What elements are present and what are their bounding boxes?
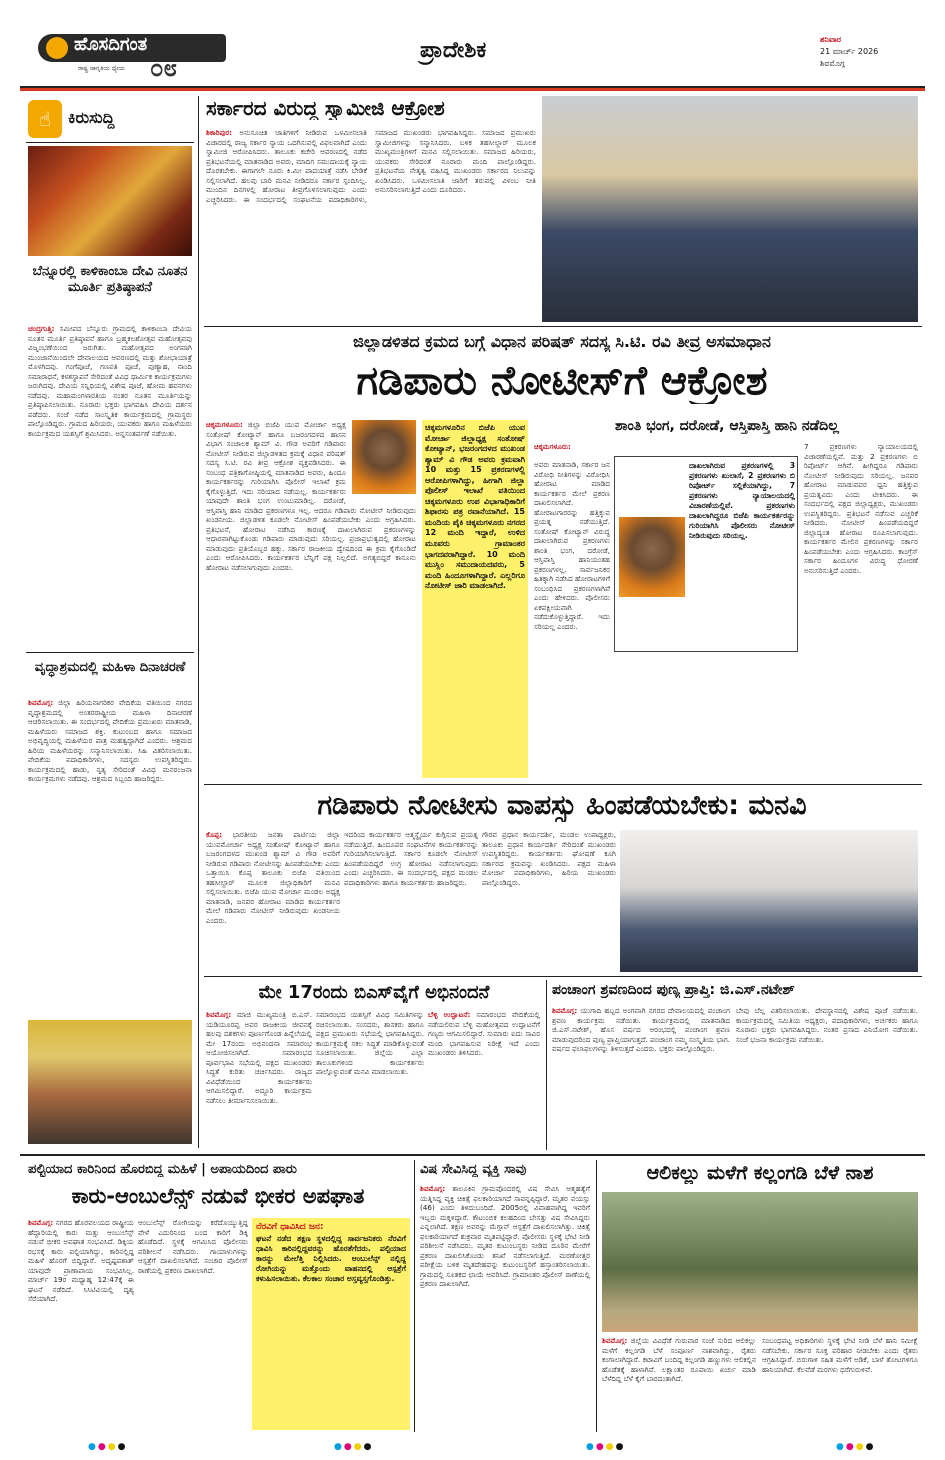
article-body	[206, 1010, 312, 1150]
article-text: ಅನುಸೂಚಿತ ಜಾತಿಗಳಿಗೆ ನೀಡಿರುವ ಒಳಮೀಸಲಾತಿ ವಿಚಾರದಲ್ಲಿ ರಾಜ್ಯ ಸರ್ಕಾರ ನ್ಯಾಯ ಒದಗಿಸುವಲ್ಲಿ ವಿಫಲವಾಗಿದೆ ಎಂದು ಸ್ವಾಮೀಜಿ ಆರೋಪಿಸಿದರು. ತಾಲೂಕು ಕಚೇರಿ ಆವರಣದಲ್ಲಿ ನಡೆದ ಪ್ರತಿಭಟನೆಯಲ್ಲಿ ಮಾತನಾಡಿದ ಅವರು, ಮಾದಿಗ ಸಮುದಾಯಕ್ಕೆ ನ್ಯಾಯ ದೊರಕಬೇಕು. ಈಗಾಗಲೇ ನೂರು ಕಿ.ಮೀ ಪಾದಯಾತ್ರೆ ನಡೆಸಿ ಬೇಡಿಕೆ ಸಲ್ಲಿಸಲಾಗಿದೆ. ಹಲವು ಬಾರಿ ಮನವಿ ನೀಡಿದರೂ ಸರ್ಕಾರ ಸ್ಪಂದಿಸಿಲ್ಲ. ಮುಂದಿನ ದಿನಗಳಲ್ಲಿ ಹೋರಾಟ ತೀವ್ರಗೊಳಿಸಲಾಗುವುದು ಎಂದು ಎಚ್ಚರಿಸಿದರು. ಈ ಸಂದರ್ಭದಲ್ಲಿ ಸಂಘಟನೆಯ ಪದಾಧಿಕಾರಿಗಳು, ಸಮಾಜದ ಮುಖಂಡರು ಭಾಗವಹಿಸಿದ್ದರು. ಸಮಾಜದ ಪ್ರಮುಖರು ಸ್ವಾಮೀಜಿಗಳನ್ನು ಸನ್ಮಾನಿಸಿದರು. ಬಳಿಕ ತಹಸೀಲ್ದಾರ್ ಮೂಲಕ ಮುಖ್ಯಮಂತ್ರಿಗಳಿಗೆ ಮನವಿ ಸಲ್ಲಿಸಲಾಯಿತು. ಸಮಾಜದ ಹಿರಿಯರು, ಯುವಕರು ಸೇರಿದಂತೆ ನೂರಾರು ಮಂದಿ ಪಾಲ್ಗೊಂಡಿದ್ದರು. ಪ್ರತಿಭಟನೆಯ ನೇತೃತ್ವ ವಹಿಸಿದ್ದ ಮುಖಂಡರು ಸರ್ಕಾರದ ನಿಲುವನ್ನು ಖಂಡಿಸಿದರು. ಒಳಮೀಸಲಾತಿ ಜಾರಿಗೆ ತರುವಲ್ಲಿ ವಿಳಂಬ ನೀತಿ ಅನುಸರಿಸಲಾಗುತ್ತಿದೆ ಎಂದು ದೂರಿದರು.	[206, 128, 536, 204]
article-body	[420, 1184, 590, 1430]
dateline: ಚಿಕ್ಕಮಗಳೂರು:	[534, 442, 571, 451]
article-text: ಜಿಲ್ಲಾ ಹಿರಿಯನಾಗರಿಕರ ವೇದಿಕೆಯ ವತಿಯಿಂದ ನಗರದ ವೃದ್ಧಾಶ್ರಮದಲ್ಲಿ ಅಂತರರಾಷ್ಟ್ರೀಯ ಮಹಿಳಾ ದಿನಾಚರಣೆ ಆಚರಿಸಲಾಯಿತು. ಈ ಸಂದರ್ಭದಲ್ಲಿ ವೇದಿಕೆಯ ಪ್ರಮುಖರು ಮಾತನಾಡಿ, ಮಹಿಳೆಯರು ಸಮಾಜದ ಶಕ್ತಿ. ಕುಟುಂಬದ ಹಾಗೂ ಸಮಾಜದ ಅಭಿವೃದ್ಧಿಯಲ್ಲಿ ಮಹಿಳೆಯರ ಪಾತ್ರ ಮಹತ್ವದ್ದಾಗಿದೆ ಎಂದರು. ಆಶ್ರಮದ ಹಿರಿಯ ಮಹಿಳೆಯರನ್ನು ಸನ್ಮಾನಿಸಲಾಯಿತು. ಸಿಹಿ ವಿತರಿಸಲಾಯಿತು. ವೇದಿಕೆಯ ಪದಾಧಿಕಾರಿಗಳು, ಸದಸ್ಯರು ಉಪಸ್ಥಿತರಿದ್ದರು. ಕಾರ್ಯಕ್ರಮದಲ್ಲಿ ಹಾಡು, ನೃತ್ಯ ಸೇರಿದಂತೆ ವಿವಿಧ ಮನರಂಜನಾ ಕಾರ್ಯಕ್ರಮಗಳು ನಡೆದವು. ಆಶ್ರಮದ ಸಿಬ್ಬಂದಿ ಹಾಜರಿದ್ದರು.	[28, 698, 192, 783]
article-text: ನಗರದ ಹೊರವಲಯದ ರಾಷ್ಟ್ರೀಯ ಹೆದ್ದಾರಿಯಲ್ಲಿ ಕಾರು ಮತ್ತು ಆಂಬುಲೆನ್ಸ್ ನಡುವೆ ಭೀಕರ ಅಪಘಾತ ಸಂಭವಿಸಿದೆ. ಡಿಕ್ಕಿಯ ರಭಸಕ್ಕೆ ಕಾರು ಪಲ್ಟಿಯಾಗಿದ್ದು, ಕಾರಿನಲ್ಲಿದ್ದ ಮಹಿಳೆ ಹೊರಗೆ ಬಿದ್ದಿದ್ದಾರೆ. ಅದೃಷ್ಟವಶಾತ್ ಯಾವುದೇ ಪ್ರಾಣಾಪಾಯ ಸಂಭವಿಸಿಲ್ಲ. ಮಾರ್ಚ್ 19ರ ಮಧ್ಯಾಹ್ನ 12:47ಕ್ಕೆ ಈ ಘಟನೆ ನಡೆದಿದೆ. ಸಿಸಿಟಿವಿಯಲ್ಲಿ ದೃಶ್ಯ ಸೆರೆಯಾಗಿದೆ.	[28, 1218, 134, 1303]
masthead-date	[820, 34, 930, 70]
date-city: ಶಿವಮೊಗ್ಗ	[820, 59, 845, 68]
dateline: ಕೊಪ್ಪ:	[206, 830, 223, 839]
dateline: ಚಂದ್ರಗುತ್ತಿ:	[28, 324, 55, 333]
headline: ಗಡಿಪಾರು ನೋಟೀಸ್‌ಗೆ ಆಕ್ರೋಶ	[356, 358, 768, 404]
event-stage-photo	[28, 1020, 192, 1144]
masthead-accent-bar	[20, 88, 925, 91]
highlight-text: ಚಿಕ್ಕಮಗಳೂರಿನ ಬಿಜೆಪಿ ಯುವ ಮೋರ್ಚಾ ಜಿಲ್ಲಾಧ್ಯಕ್ಷ ಸಂತೋಷ್ ಕೋಟ್ಯಾನ್, ಭಜರಂಗದಳದ ಮುಖಂಡ ಶ್ಯಾಮ್ ವಿ ಗೌಡ ಅವರು ಕ್ರಮವಾಗಿ 10 ಮತ್ತು 15 ಪ್ರಕರಣಗಳಲ್ಲಿ ಆರೋಪಿಗಳಾಗಿದ್ದು, ಹೀಗಾಗಿ ಜಿಲ್ಲಾ ಪೊಲೀಸ್ ಇಲಾಖೆ ವತಿಯಿಂದ ಚಿಕ್ಕಮಗಳೂರು ಉಪ ವಿಭಾಗಾಧಿಕಾರಿಗೆ ಶಿಫಾರಸು ಪತ್ರ ರವಾನೆಯಾಗಿದೆ. 15 ಮಂದಿಯ ಪೈಕಿ ಚಿಕ್ಕಮಗಳೂರು ನಗರದ 12 ಮಂದಿ ಇದ್ದಾರೆ, ಉಳಿದ ಮೂವರು ಗ್ರಾಮಾಂತರ ಭಾಗದವರಾಗಿದ್ದಾರೆ. 10 ಮಂದಿ ಮುಸ್ಲಿಂ ಸಮುದಾಯದವರು, 5 ಮಂದಿ ಹಿಂದೂಗಳಾಗಿದ್ದಾರೆ. ಎಲ್ಲರಿಗೂ ನೋಟೀಸ್ ಜಾರಿ ಮಾಡಲಾಗಿದೆ.	[425, 423, 525, 591]
registration-dots: ●●●●	[836, 1442, 876, 1452]
article-body: ಇದರಿಂದ ಕಾರ್ಯಕರ್ತರ ಆತ್ಮಸ್ಥೈರ್ಯ ಕುಗ್ಗಿಸುವ ಪ್ರಯತ್ನ ನಡೆಯುತ್ತಿದೆ. ಹಿಂದೂಪರ ಸಂಘಟನೆಗಳ ಕಾರ್ಯಕರ್ತರನ್ನು ಗುರಿಯಾಗಿಸಲಾಗುತ್ತಿದೆ. ಸರ್ಕಾರ ಕೂಡಲೇ ನೋಟೀಸ್ ಹಿಂಪಡೆಯದಿದ್ದರೆ ಉಗ್ರ ಹೋರಾಟ ನಡೆಸಲಾಗುವುದು ಎಂದು ಎಚ್ಚರಿಸಿದರು. ಈ ಸಂದರ್ಭದಲ್ಲಿ ಪಕ್ಷದ ಮಂಡಲ ಪದಾಧಿಕಾರಿಗಳು ಹಾಗೂ ಕಾರ್ಯಕರ್ತರು ಹಾಜರಿದ್ದರು.	[344, 830, 478, 887]
pointing-hand-icon: ☝	[28, 100, 62, 138]
article-body: ಸಮಾರಂಭದ ಯಶಸ್ಸಿಗೆ ವಿವಿಧ ಸಮಿತಿಗಳನ್ನು ರಚಿಸಲಾಯಿತು. ಸಂಸದರು, ಶಾಸಕರು ಹಾಗೂ ಪಕ್ಷದ ಪ್ರಮುಖರು ಸಭೆಯಲ್ಲಿ ಭಾಗವಹಿಸಿದ್ದರು. ಕಾರ್ಯಕ್ರಮಕ್ಕೆ ಸಕಲ ಸಿದ್ಧತೆ ಮಾಡಿಕೊಳ್ಳುವಂತೆ ಸೂಚಿಸಲಾಯಿತು. ಜಿಲ್ಲೆಯ ಎಲ್ಲಾ ತಾಲೂಕುಗಳಿಂದ ಕಾರ್ಯಕರ್ತರು ಪಾಲ್ಗೊಳ್ಳುವಂತೆ ಮನವಿ ಮಾಡಲಾಯಿತು.	[316, 1010, 424, 1076]
sub-dateline: ಬೆಳ್ಳಿ ಉದ್ಘಾಟನೆ:	[428, 1010, 471, 1019]
damaged-crop-photo	[602, 1192, 918, 1332]
headline: ಸರ್ಕಾರದ ವಿರುದ್ಧ ಸ್ವಾಮೀಜಿ ಆಕ್ರೋಶ	[206, 96, 445, 120]
memorandum-photo	[620, 830, 918, 972]
subhead: ಶಾಂತಿ ಭಂಗ, ದರೋಡೆ, ಆಸ್ತಿಪಾಸ್ತಿ ಹಾನಿ ನಡೆದಿಲ್ಲ	[615, 418, 839, 434]
quote-box	[614, 456, 798, 652]
article-text: ಜಿಲ್ಲಾ ಬಿಜೆಪಿ ಯುವ ಮೋರ್ಚಾ ಅಧ್ಯಕ್ಷ ಸಂತೋಷ್ ಕೋಟ್ಯಾನ್ ಹಾಗೂ ಬಜರಂಗದಳದ ಹಾಸನ ವಿಭಾಗ ಸಂಚಾಲಕ ಶ್ಯಾಮ್ ವಿ. ಗೌಡ ಅವರಿಗೆ ಗಡಿಪಾರು ನೋಟೀಸ್ ನೀಡಿರುವ ಜಿಲ್ಲಾಡಳಿತದ ಕ್ರಮಕ್ಕೆ ವಿಧಾನ ಪರಿಷತ್ ಸದಸ್ಯ ಸಿ.ಟಿ. ರವಿ ತೀವ್ರ ಆಕ್ರೋಶ ವ್ಯಕ್ತಪಡಿಸಿದರು. ಈ ಸಂಬಂಧ ಪತ್ರಿಕಾಗೋಷ್ಠಿಯಲ್ಲಿ ಮಾತನಾಡಿದ ಅವರು, ಹಿಂದೂ ಕಾರ್ಯಕರ್ತರನ್ನು ಗುರಿಯಾಗಿಸಿ ಪೊಲೀಸ್ ಇಲಾಖೆ ಕ್ರಮ ಕೈಗೊಳ್ಳುತ್ತಿದೆ. ಇದು ಸರಿಯಾದ ನಡೆಯಲ್ಲ. ಕಾರ್ಯಕರ್ತರು ಯಾವುದೇ ಶಾಂತಿ ಭಂಗ ಉಂಟುಮಾಡಿಲ್ಲ. ದರೋಡೆ, ಆಸ್ತಿಪಾಸ್ತಿ ಹಾನಿ ಮಾಡಿದ ಪ್ರಕರಣಗಳೂ ಇಲ್ಲ. ಆದರೂ ಗಡಿಪಾರು ನೋಟೀಸ್ ನೀಡಿರುವುದು ಖಂಡನೀಯ. ಜಿಲ್ಲಾಡಳಿತ ಕೂಡಲೇ ನೋಟೀಸ್ ಹಿಂಪಡೆಯಬೇಕು ಎಂದು ಆಗ್ರಹಿಸಿದರು. ಪ್ರತಿಭಟನೆ, ಹೋರಾಟ ನಡೆಸಿದ ಕಾರಣಕ್ಕೆ ದಾಖಲಾಗಿರುವ ಪ್ರಕರಣಗಳನ್ನು ಆಧಾರವಾಗಿಟ್ಟುಕೊಂಡು ಗಡಿಪಾರು ಮಾಡುವುದು ಸರಿಯಲ್ಲ. ಪ್ರಜಾಪ್ರಭುತ್ವದಲ್ಲಿ ಹೋರಾಟ ಮಾಡುವುದು ಪ್ರತಿಯೊಬ್ಬರ ಹಕ್ಕು. ಸರ್ಕಾರ ರಾಜಕೀಯ ದ್ವೇಷದಿಂದ ಈ ಕ್ರಮ ಕೈಗೊಂಡಿದೆ ಎಂದು ಆರೋಪಿಸಿದರು. ಕಾರ್ಯಕರ್ತರ ಬೆನ್ನಿಗೆ ಪಕ್ಷ ನಿಲ್ಲಲಿದೆ. ಅಗತ್ಯಬಿದ್ದರೆ ಕಾನೂನು ಹೋರಾಟ ನಡೆಸಲಾಗುವುದು ಎಂದರು.	[206, 420, 416, 572]
column-divider	[596, 1160, 597, 1432]
article-body: 7 ಪ್ರಕರಣಗಳು ನ್ಯಾಯಾಲಯದಲ್ಲಿ ವಿಚಾರಣೆಯಲ್ಲಿವೆ. ಮತ್ತು 2 ಪ್ರಕರಣಗಳು ಬಿ ರಿಪೋರ್ಟ್ ಆಗಿವೆ. ಹೀಗಿದ್ದರೂ ಗಡಿಪಾರು ನೋಟೀಸ್ ನೀಡಿರುವುದು ಸರಿಯಲ್ಲ. ಜನಪರ ಹೋರಾಟ ಮಾಡುವವರ ಧ್ವನಿ ಹತ್ತಿಕ್ಕುವ ಪ್ರಯತ್ನವಿದು ಎಂದು ಟೀಕಿಸಿದರು. ಈ ಸಂದರ್ಭದಲ್ಲಿ ಪಕ್ಷದ ಜಿಲ್ಲಾಧ್ಯಕ್ಷರು, ಮುಖಂಡರು ಉಪಸ್ಥಿತರಿದ್ದರು. ಪ್ರತಿಭಟನೆ ನಡೆಸುವ ಎಚ್ಚರಿಕೆ ನೀಡಿದರು. ನೋಟೀಸ್ ಹಿಂಪಡೆಯದಿದ್ದರೆ ಜಿಲ್ಲಾದ್ಯಂತ ಹೋರಾಟ ರೂಪಿಸಲಾಗುವುದು. ಕಾರ್ಯಕರ್ತರ ಮೇಲಿನ ಪ್ರಕರಣಗಳನ್ನು ಸರ್ಕಾರ ಹಿಂಪಡೆಯಬೇಕು ಎಂದು ಆಗ್ರಹಿಸಿದರು. ಕಾಂಗ್ರೆಸ್ ಸರ್ಕಾರ ಹಿಂದೂಗಳ ವಿರುದ್ಧ ಧೋರಣೆ ಅನುಸರಿಸುತ್ತಿದೆ ಎಂದರು.	[804, 442, 918, 575]
article-body	[428, 1010, 540, 1150]
sun-icon	[46, 37, 68, 59]
divider	[26, 652, 194, 653]
masthead-logo	[38, 30, 230, 84]
santosh-kotyan-portrait	[619, 517, 685, 597]
headline: ವಿಷ ಸೇವಿಸಿದ್ದ ವ್ಯಕ್ತಿ ಸಾವು	[420, 1162, 527, 1177]
headline: ವೃದ್ಧಾಶ್ರಮದಲ್ಲಿ ಮಹಿಳಾ ದಿನಾಚರಣೆ	[34, 660, 186, 675]
dateline: ಶಿವಮೊಗ್ಗ:	[206, 1010, 232, 1019]
article-body: ಬೇವು ಬೆಲ್ಲ ವಿತರಿಸಲಾಯಿತು. ದೇವಸ್ಥಾನದಲ್ಲಿ ವಿಶೇಷ ಪೂಜೆ ನಡೆಯಿತು. ಕಾರ್ಯಕ್ರಮದಲ್ಲಿ ಸಮಿತಿಯ ಅಧ್ಯಕ್ಷರು, ಪದಾಧಿಕಾರಿಗಳು, ಅರ್ಚಕರು ಹಾಗೂ ನೂರಾರು ಭಕ್ತರು ಭಾಗವಹಿಸಿದ್ದರು. ನಂತರ ಪ್ರಸಾದ ವಿನಿಯೋಗ ನಡೆಯಿತು. ಸಂಜೆ ಭಜನಾ ಕಾರ್ಯಕ್ರಮ ನಡೆಯಿತು.	[736, 1006, 918, 1044]
dateline: ಶಿಕಾರಿಪುರ:	[206, 128, 233, 137]
article-text: ಸಮೀಪದ ಬೆನ್ನೂರು ಗ್ರಾಮದಲ್ಲಿ ಕಾಳಿಕಾಂಬಾ ದೇವಿಯ ನೂತನ ಮೂರ್ತಿ ಪ್ರತಿಷ್ಠಾಪನೆ ಹಾಗೂ ಬ್ರಹ್ಮಕಲಶೋತ್ಸವ ಮಹೋತ್ಸವವು ವಿಜೃಂಭಣೆಯಿಂದ ಜರುಗಿತು. ಮಹೋತ್ಸವದ ಅಂಗವಾಗಿ ಮುಂಜಾನೆಯಿಂದಲೇ ದೇವಾಲಯದ ಆವರಣದಲ್ಲಿ ಮತ್ತು ಶೋಭಾಯಾತ್ರೆ ಮೊಳಗಿದವು. ಗಂಗೆಪೂಜೆ, ಗಣಪತಿ ಪೂಜೆ, ಪುಣ್ಯಾಹ, ನಾಂದಿ ಸಮಾರಾಧನೆ, ಕಳಶಸ್ಥಾಪನೆ ಸೇರಿದಂತೆ ವಿವಿಧ ಧಾರ್ಮಿಕ ಕಾರ್ಯಕ್ರಮಗಳು ಜರುಗಿದವು. ದೇವಿಯ ಸನ್ನಿಧಿಯಲ್ಲಿ ವಿಶೇಷ ಪೂಜೆ, ಹೋಮ ಹವನಗಳು ನಡೆದವು. ಮಹಾಮಂಗಳಾರತಿಯ ನಂತರ ನೂತನ ಮೂರ್ತಿಯನ್ನು ಪ್ರತಿಷ್ಠಾಪಿಸಲಾಯಿತು. ನೂರಾರು ಭಕ್ತರು ಭಾಗವಹಿಸಿ ದೇವಿಯ ದರ್ಶನ ಪಡೆದರು. ಸಂಜೆ ನಡೆದ ಸಾಂಸ್ಕೃತಿಕ ಕಾರ್ಯಕ್ರಮದಲ್ಲಿ ಗ್ರಾಮಸ್ಥರು ಪಾಲ್ಗೊಂಡಿದ್ದರು. ಗ್ರಾಮದ ಹಿರಿಯರು, ಯುವಕರು ಹಾಗೂ ಮಹಿಳೆಯರು ಕಾರ್ಯಕ್ರಮದ ಯಶಸ್ಸಿಗೆ ಶ್ರಮಿಸಿದರು. ಅನ್ನಸಂತರ್ಪಣೆ ನಡೆಯಿತು.	[28, 324, 192, 438]
article-body	[552, 1006, 730, 1150]
box-title: ನೆರವಿಗೆ ಧಾವಿಸಿದ ಜನ:	[256, 1222, 324, 1232]
article-body	[28, 698, 192, 1016]
headline: ಪಂಚಾಂಗ ಶ್ರವಣದಿಂದ ಪುಣ್ಯ ಪ್ರಾಪ್ತಿ: ಜಿ.ಎಸ್.ನಟೇಶ್	[552, 982, 795, 998]
article-body: ಸಂಬಂಧಪಟ್ಟ ಅಧಿಕಾರಿಗಳು ಸ್ಥಳಕ್ಕೆ ಭೇಟಿ ನೀಡಿ ಬೆಳೆ ಹಾನಿ ಸಮೀಕ್ಷೆ ನಡೆಸಬೇಕು. ಸರ್ಕಾರ ಸೂಕ್ತ ಪರಿಹಾರ ನೀಡಬೇಕು ಎಂದು ರೈತರು ಆಗ್ರಹಿಸಿದ್ದಾರೆ. ಬಿರುಗಾಳಿ ಸಹಿತ ಮಳೆಗೆ ಅಡಿಕೆ, ಬಾಳೆ ತೋಟಗಳಿಗೂ ಹಾನಿಯಾಗಿದೆ. ಕೆಲವೆಡೆ ಮರಗಳು ಧರೆಗುರುಳಿವೆ.	[762, 1336, 918, 1374]
article-text: ಭಾರತೀಯ ಜನತಾ ಪಾರ್ಟಿಯ ಜಿಲ್ಲಾ ಯುವಮೋರ್ಚಾ ಅಧ್ಯಕ್ಷ ಸಂತೋಷ್ ಕೋಟ್ಯಾನ್ ಹಾಗೂ ಬಜರಂಗದಳದ ಮುಖಂಡ ಶ್ಯಾಮ್ ವಿ ಗೌಡ ಅವರಿಗೆ ನೀಡಿರುವ ಗಡಿಪಾರು ನೋಟೀಸನ್ನು ಹಿಂಪಡೆಯಬೇಕು ಎಂದು ಒತ್ತಾಯಿಸಿ ಕೊಪ್ಪ ತಾಲೂಕು ಬಿಜೆಪಿ ವತಿಯಿಂದ ತಹಸೀಲ್ದಾರ್ ಮೂಲಕ ಜಿಲ್ಲಾಧಿಕಾರಿಗೆ ಮನವಿ ಸಲ್ಲಿಸಲಾಯಿತು. ಬಿಜೆಪಿ ಯುವ ಮೋರ್ಚಾ ಮಂಡಲ ಅಧ್ಯಕ್ಷ ಮಾತನಾಡಿ, ಜನಪರ ಹೋರಾಟ ಮಾಡಿದ ಕಾರ್ಯಕರ್ತರ ಮೇಲೆ ಗಡಿಪಾರು ನೋಟೀಸ್ ನೀಡಿರುವುದು ಖಂಡನೀಯ ಎಂದರು.	[206, 830, 340, 925]
article-body: ಆಂಬುಲೆನ್ಸ್ ರೋಗಿಯನ್ನು ಕರೆದೊಯ್ಯುತ್ತಿದ್ದ ವೇಳೆ ಎದುರಿನಿಂದ ಬಂದ ಕಾರಿಗೆ ಡಿಕ್ಕಿ ಹೊಡೆದಿದೆ. ಸ್ಥಳಕ್ಕೆ ಆಗಮಿಸಿದ ಪೊಲೀಸರು ಪರಿಶೀಲನೆ ನಡೆಸಿದರು. ಗಾಯಾಳುಗಳನ್ನು ಆಸ್ಪತ್ರೆಗೆ ದಾಖಲಿಸಲಾಗಿದೆ. ಸಂಚಾರ ಪೊಲೀಸ್ ಠಾಣೆಯಲ್ಲಿ ಪ್ರಕರಣ ದಾಖಲಾಗಿದೆ.	[138, 1218, 248, 1275]
protest-group-photo	[542, 96, 918, 322]
dateline: ಶಿವಮೊಗ್ಗ:	[420, 1184, 446, 1193]
dateline: ಶಿವಮೊಗ್ಗ:	[552, 1006, 578, 1015]
article-text: ಜಿಲ್ಲೆಯ ವಿವಿಧೆಡೆ ಗುರುವಾರ ಸಂಜೆ ಸುರಿದ ಆಲಿಕಲ್ಲು ಮಳೆಗೆ ಕಲ್ಲಂಗಡಿ ಬೆಳೆ ಸಂಪೂರ್ಣ ನಾಶವಾಗಿದ್ದು, ರೈತರು ಕಂಗಾಲಾಗಿದ್ದಾರೆ. ಕಟಾವಿಗೆ ಬಂದಿದ್ದ ಕಲ್ಲಂಗಡಿ ಹಣ್ಣುಗಳು ಆಲಿಕಲ್ಲಿನ ಹೊಡೆತಕ್ಕೆ ಹಾಳಾಗಿವೆ. ಲಕ್ಷಾಂತರ ರೂಪಾಯಿ ಖರ್ಚು ಮಾಡಿ ಬೆಳೆದಿದ್ದ ಬೆಳೆ ಕೈಗೆ ಬಾರದಂತಾಗಿದೆ.	[602, 1336, 756, 1383]
registration-dots: ●●●●	[334, 1442, 374, 1452]
headline: ಆಲಿಕಲ್ಲು ಮಳೆಗೆ ಕಲ್ಲಂಗಡಿ ಬೆಳೆ ನಾಶ	[646, 1162, 874, 1184]
sidebar-heading	[28, 100, 192, 140]
dateline: ಚಿಕ್ಕಮಗಳೂರು:	[206, 420, 243, 429]
headline: ಮೇ 17ರಂದು ಬಿಎಸ್‌ವೈಗೆ ಅಭಿನಂದನೆ	[258, 982, 490, 1003]
logo-tagline: ರಾಷ್ಟ್ರ ಜಾಗೃತಿಯ ಧ್ಯೇಯ	[78, 65, 125, 72]
article-body	[206, 830, 340, 972]
highlight-box	[252, 1218, 410, 1430]
article-body: ಗೌರವ ಪ್ರಧಾನ ಕಾರ್ಯದರ್ಶಿ, ಮಂಡಲ ಉಪಾಧ್ಯಕ್ಷರು, ತಾಲೂಕು ಪ್ರಧಾನ ಕಾರ್ಯದರ್ಶಿ ಸೇರಿದಂತೆ ಮುಖಂಡರು ಉಪಸ್ಥಿತರಿದ್ದರು. ಕಾರ್ಯಕರ್ತರು ಘೋಷಣೆ ಕೂಗಿ ಸರ್ಕಾರದ ಕ್ರಮವನ್ನು ಖಂಡಿಸಿದರು. ಪಕ್ಷದ ಮಹಿಳಾ ಮೋರ್ಚಾ ಪದಾಧಿಕಾರಿಗಳು, ಹಿರಿಯ ಮುಖಂಡರು ಪಾಲ್ಗೊಂಡಿದ್ದರು.	[482, 830, 616, 887]
divider	[20, 1154, 925, 1156]
deity-idol-photo	[28, 146, 192, 256]
kicker: ಜಿಲ್ಲಾಡಳಿತದ ಕ್ರಮದ ಬಗ್ಗೆ ವಿಧಾನ ಪರಿಷತ್ ಸದಸ್ಯ ಸಿ.ಟಿ. ರವಿ ತೀವ್ರ ಅಸಮಾಧಾನ	[353, 332, 771, 351]
article-text: ತಾಲೂಕಿನ ಗ್ರಾಮವೊಂದರಲ್ಲಿ ವಿಷ ಸೇವಿಸಿ ಆತ್ಮಹತ್ಯೆಗೆ ಯತ್ನಿಸಿದ್ದ ವ್ಯಕ್ತಿ ಚಿಕಿತ್ಸೆ ಫಲಕಾರಿಯಾಗದೆ ಸಾವನ್ನಪ್ಪಿದ್ದಾರೆ. ಮೃತರ ವಯಸ್ಸು (46) ಎಂದು ತಿಳಿದುಬಂದಿದೆ. 2005ರಲ್ಲಿ ವಿವಾಹವಾಗಿದ್ದ ಇವರಿಗೆ ಇಬ್ಬರು ಮಕ್ಕಳಿದ್ದಾರೆ. ಕೌಟುಂಬಿಕ ಕಲಹದಿಂದ ಬೇಸತ್ತು ವಿಷ ಸೇವಿಸಿದ್ದರು ಎನ್ನಲಾಗಿದೆ. ತಕ್ಷಣ ಅವರನ್ನು ಮೆಗ್ಗಾನ್ ಆಸ್ಪತ್ರೆಗೆ ದಾಖಲಿಸಲಾಗಿತ್ತು. ಚಿಕಿತ್ಸೆ ಫಲಕಾರಿಯಾಗದೆ ಶುಕ್ರವಾರ ಮೃತಪಟ್ಟಿದ್ದಾರೆ. ಪೊಲೀಸರು ಸ್ಥಳಕ್ಕೆ ಭೇಟಿ ನೀಡಿ ಪರಿಶೀಲನೆ ನಡೆಸಿದರು. ಮೃತರ ಕುಟುಂಬಸ್ಥರು ನೀಡಿದ ದೂರಿನ ಮೇರೆಗೆ ಪ್ರಕರಣ ದಾಖಲಿಸಿಕೊಂಡು ತನಿಖೆ ನಡೆಸಲಾಗುತ್ತಿದೆ. ಮರಣೋತ್ತರ ಪರೀಕ್ಷೆಯ ಬಳಿಕ ಮೃತದೇಹವನ್ನು ಕುಟುಂಬಸ್ಥರಿಗೆ ಹಸ್ತಾಂತರಿಸಲಾಯಿತು. ಗ್ರಾಮದಲ್ಲಿ ಸೂತಕದ ಛಾಯೆ ಆವರಿಸಿದೆ. ಗ್ರಾಮಾಂತರ ಪೊಲೀಸ್ ಠಾಣೆಯಲ್ಲಿ ಪ್ರಕರಣ ದಾಖಲಾಗಿದೆ.	[420, 1184, 590, 1288]
sidebar-title: ಕಿರುಸುದ್ದಿ	[68, 108, 115, 127]
logo-text: ಹೊಸದಿಗಂತ	[74, 34, 148, 55]
article-text: ಮಾಜಿ ಮುಖ್ಯಮಂತ್ರಿ ಬಿ.ಎಸ್. ಯಡಿಯೂರಪ್ಪ ಅವರ ರಾಜಕೀಯ ಜೀವನಕ್ಕೆ ಹಲವು ದಶಕಗಳು ಪೂರ್ಣಗೊಂಡ ಹಿನ್ನೆಲೆಯಲ್ಲಿ ಮೇ 17ರಂದು ಅಭಿನಂದನಾ ಸಮಾರಂಭ ಆಯೋಜಿಸಲಾಗಿದೆ. ಸಮಾರಂಭದ ಪೂರ್ವಭಾವಿ ಸಭೆಯಲ್ಲಿ ಪಕ್ಷದ ಮುಖಂಡರು ಸಿದ್ಧತೆ ಕುರಿತು ಚರ್ಚಿಸಿದರು. ರಾಜ್ಯದ ವಿವಿಧೆಡೆಯಿಂದ ಕಾರ್ಯಕರ್ತರು ಆಗಮಿಸಲಿದ್ದಾರೆ. ಅದ್ದೂರಿ ಕಾರ್ಯಕ್ರಮ ನಡೆಸಲು ತೀರ್ಮಾನಿಸಲಾಯಿತು.	[206, 1010, 312, 1105]
column-divider	[198, 96, 199, 1148]
headline: ಗಡಿಪಾರು ನೋಟೀಸು ವಾಪಸ್ಸು ಹಿಂಪಡೆಯಬೇಕು: ಮನವಿ	[317, 790, 807, 821]
column-divider	[414, 1160, 415, 1432]
dateline: ಶಿವಮೊಗ್ಗ:	[28, 698, 54, 707]
divider	[26, 142, 194, 143]
article-body	[28, 324, 192, 650]
divider	[204, 976, 922, 977]
article-body	[28, 1218, 134, 1430]
divider	[204, 326, 922, 327]
registration-dots: ●●●●	[88, 1442, 128, 1452]
dateline: ಶಿವಮೊಗ್ಗ:	[28, 1218, 54, 1227]
highlight-box	[422, 420, 528, 778]
headline: ಕಾರು-ಆಂಬುಲೆನ್ಸ್ ನಡುವೆ ಭೀಕರ ಅಪಘಾತ	[71, 1184, 365, 1208]
article-text: ಸಮಾರಂಭದ ವೇದಿಕೆಯಲ್ಲಿ ನಡೆಯಲಿರುವ ಬೆಳ್ಳಿ ಮಹೋತ್ಸವದ ಉದ್ಘಾಟನೆಗೆ ಗಣ್ಯರು ಆಗಮಿಸಲಿದ್ದಾರೆ. ಸುಮಾರು ಐದು ಸಾವಿರ ಮಂದಿ ಭಾಗವಹಿಸುವ ನಿರೀಕ್ಷೆ ಇದೆ ಎಂದು ಮುಖಂಡರು ತಿಳಿಸಿದರು.	[428, 1010, 540, 1057]
headline: ಬೆನ್ನೂರಲ್ಲಿ ಕಾಳಿಕಾಂಬಾ ದೇವಿ ನೂತನ ಮೂರ್ತಿ ಪ್ರತಿಷ್ಠಾಪನೆ	[32, 264, 188, 296]
quote-text: ದಾಖಲಾಗಿರುವ ಪ್ರಕರಣಗಳಲ್ಲಿ 3 ಪ್ರಕರಣಗಳು ಖುಲಾಸೆ, 2 ಪ್ರಕರಣಗಳು ಬಿ ರಿಪೋರ್ಟ್ ಸಲ್ಲಿಕೆಯಾಗಿದ್ದು, 7 ಪ್ರಕರಣಗಳು ನ್ಯಾಯಾಲಯದಲ್ಲಿ ವಿಚಾರಣೆಯಲ್ಲಿವೆ. ಪ್ರಕರಣಗಳು ದಾಖಲಾಗಿದ್ದರೂ ಬಿಜೆಪಿ ಕಾರ್ಯಕರ್ತರನ್ನು ಗುರಿಯಾಗಿಸಿ ಪೊಲೀಸರು ನೋಟೀಸ್ ನೀಡಿರುವುದು ಸರಿಯಲ್ಲ.	[689, 461, 795, 541]
article-body	[206, 420, 416, 780]
registration-dots: ●●●●	[586, 1442, 626, 1452]
divider	[204, 784, 922, 785]
dateline: ಶಿವಮೊಗ್ಗ:	[602, 1336, 628, 1345]
float-spacer	[346, 420, 416, 498]
page-number: ೦೮	[150, 54, 177, 82]
date-text: 21 ಮಾರ್ಚ್ 2026	[820, 47, 879, 56]
box-text: ಘಟನೆ ನಡೆದ ತಕ್ಷಣ ಸ್ಥಳದಲ್ಲಿದ್ದ ಸಾರ್ವಜನಿಕರು ನೆರವಿಗೆ ಧಾವಿಸಿ ಕಾರಿನಲ್ಲಿದ್ದವರನ್ನು ಹೊರತೆಗೆದರು. ಪಲ್ಟಿಯಾದ ಕಾರನ್ನು ಮೇಲೆತ್ತಿ ನಿಲ್ಲಿಸಿದರು. ಆಂಬುಲೆನ್ಸ್ ನಲ್ಲಿದ್ದ ರೋಗಿಯನ್ನು ಮತ್ತೊಂದು ವಾಹನದಲ್ಲಿ ಆಸ್ಪತ್ರೆಗೆ ಕಳುಹಿಸಲಾಯಿತು. ಕೆಲಕಾಲ ಸಂಚಾರ ಅಸ್ತವ್ಯಸ್ತಗೊಂಡಿತ್ತು.	[256, 1234, 406, 1284]
article-body: ಅವರು ಮಾತನಾಡಿ, ಸರ್ಕಾರ ಜನ ವಿರೋಧಿ ನೀತಿಗಳನ್ನು ವಿರೋಧಿಸಿ ಹೋರಾಟ ಮಾಡಿದ ಕಾರ್ಯಕರ್ತರ ಮೇಲೆ ಪ್ರಕರಣ ದಾಖಲಿಸಲಾಗಿದೆ. ಹೋರಾಟಗಾರರನ್ನು ಹತ್ತಿಕ್ಕುವ ಪ್ರಯತ್ನ ನಡೆಯುತ್ತಿದೆ. ಸಂತೋಷ್ ಕೋಟ್ಯಾನ್ ವಿರುದ್ಧ ದಾಖಲಾಗಿರುವ ಪ್ರಕರಣಗಳು ಶಾಂತಿ ಭಂಗ, ದರೋಡೆ, ಆಸ್ತಿಪಾಸ್ತಿ ಹಾನಿಯಂತಹ ಪ್ರಕರಣಗಳಲ್ಲ. ಸಾರ್ವಜನಿಕರ ಹಿತಕ್ಕಾಗಿ ನಡೆಸಿದ ಹೋರಾಟಗಳಿಗೆ ಸಂಬಂಧಿಸಿದ ಪ್ರಕರಣಗಳಾಗಿವೆ ಎಂದು ಹೇಳಿದರು. ಪೊಲೀಸರು ಏಕಪಕ್ಷೀಯವಾಗಿ ನಡೆದುಕೊಳ್ಳುತ್ತಿದ್ದಾರೆ. ಇದು ಸರಿಯಲ್ಲ ಎಂದರು.	[534, 460, 610, 631]
article-text: ಯುಗಾದಿ ಹಬ್ಬದ ಅಂಗವಾಗಿ ನಗರದ ದೇವಾಲಯದಲ್ಲಿ ಪಂಚಾಂಗ ಶ್ರವಣ ಕಾರ್ಯಕ್ರಮ ನಡೆಯಿತು. ಕಾರ್ಯಕ್ರಮದಲ್ಲಿ ಮಾತನಾಡಿದ ಜಿ.ಎಸ್.ನಟೇಶ್, ಹೊಸ ವರ್ಷದ ಆರಂಭದಲ್ಲಿ ಪಂಚಾಂಗ ಶ್ರವಣ ಮಾಡುವುದರಿಂದ ಪುಣ್ಯ ಪ್ರಾಪ್ತಿಯಾಗುತ್ತದೆ. ಪಂಚಾಂಗ ನಮ್ಮ ಸಂಸ್ಕೃತಿಯ ಭಾಗ. ವರ್ಷದ ಫಲಾಫಲಗಳನ್ನು ತಿಳಿಸುತ್ತದೆ ಎಂದರು. ಭಕ್ತರು ಪಾಲ್ಗೊಂಡಿದ್ದರು.	[552, 1006, 730, 1053]
column-divider	[546, 980, 547, 1150]
section-title: ಪ್ರಾದೇಶಿಕ	[420, 38, 487, 63]
article-body	[602, 1336, 756, 1432]
article-body	[206, 128, 536, 320]
date-day: ಶನಿವಾರ	[820, 35, 842, 44]
kicker: ಪಲ್ಟಿಯಾದ ಕಾರಿನಿಂದ ಹೊರಬಿದ್ದ ಮಹಿಳೆ | ಅಪಾಯದಿಂದ ಪಾರು	[28, 1162, 297, 1177]
